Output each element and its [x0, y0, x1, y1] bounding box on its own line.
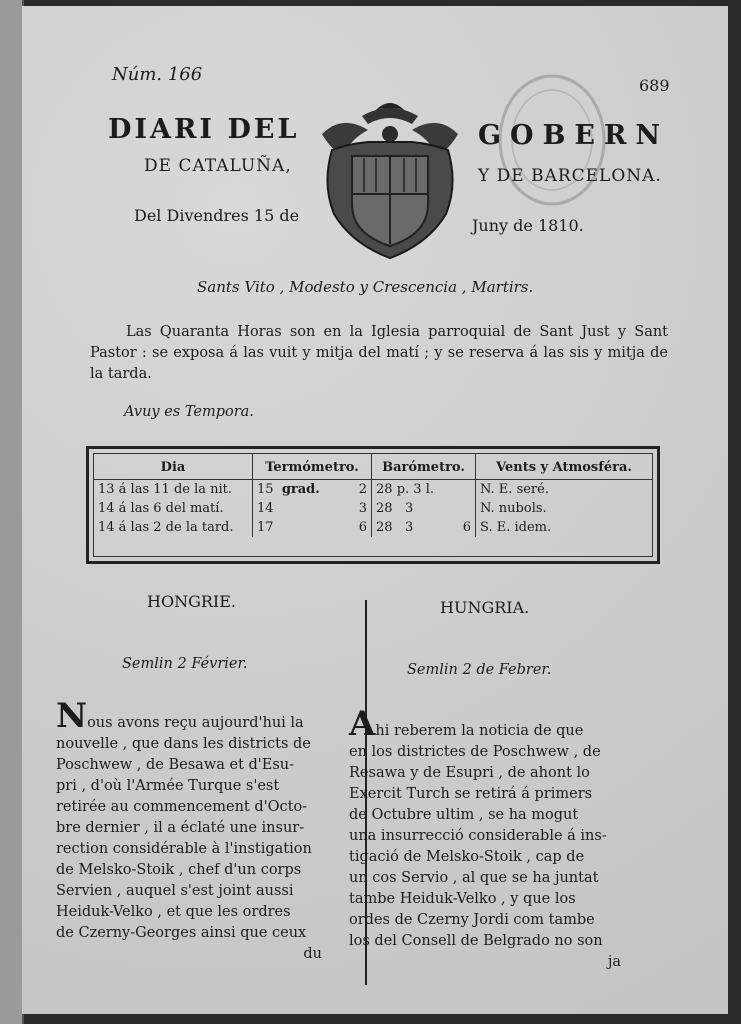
cell-winds: N. E. seré.: [480, 482, 549, 497]
weather-table: [86, 446, 660, 564]
text-line: en los districtes de Poschwew , de: [349, 744, 601, 760]
text-line: Exercit Turch se retirá á primers: [349, 786, 593, 802]
newspaper-page: [22, 6, 728, 1014]
cell-temp-frac: 6: [358, 520, 367, 535]
drop-cap: N: [56, 696, 88, 736]
right-column-body: [349, 704, 627, 973]
issue-number: Núm. 166: [112, 64, 203, 85]
masthead-title-left: DIARI DEL: [108, 114, 300, 145]
cell-dia: 13 á las 11 de la nit.: [94, 480, 253, 500]
cell-winds: N. nubols.: [480, 501, 547, 516]
right-column-heading: HUNGRIA.: [440, 598, 530, 617]
cell-temp-deg: 17: [257, 520, 274, 535]
cell-temp-frac: 3: [358, 501, 367, 516]
text-line: ordes de Czerny Jordi com tambe: [349, 912, 595, 928]
text-line: Resawa y de Esupri , de ahont lo: [349, 765, 590, 781]
issue-date-left: Del Divendres 15 de: [134, 206, 300, 225]
masthead-subtitle-right: Y DE BARCELONA.: [478, 166, 662, 186]
cell-baro-in: 28: [376, 520, 393, 535]
forty-hours-text: Las Quaranta Horas son en la Iglesia parroquial de Sant Just y Sant Pastor : se exposa á las vuit y mitja del matí ; y se reserva á las sis y mitja de la tarda.: [90, 324, 668, 382]
tempora-note: Avuy es Tempora.: [124, 404, 254, 420]
saints-of-day: Sants Vito , Modesto y Crescencia , Martirs.: [197, 278, 534, 296]
col-header-dia: Dia: [94, 454, 253, 480]
text-line: de Octubre ultim , se ha mogut: [349, 807, 579, 823]
table-row: [94, 499, 652, 518]
text-line: Nous avons reçu aujourd'hui la: [56, 696, 304, 736]
cell-baro-in: 28: [376, 482, 393, 497]
cell-baro-lines: 3: [404, 520, 414, 535]
text-line: rection considérable à l'instigation: [56, 841, 312, 857]
text-line: Ahi reberem la noticia de que: [349, 704, 584, 744]
drop-cap: A: [349, 704, 376, 744]
right-column-dateline: Semlin 2 de Febrer.: [407, 662, 552, 678]
left-column-dateline: Semlin 2 Février.: [122, 656, 248, 672]
book-spine: [0, 0, 24, 1024]
text-line: los del Consell de Belgrado no son: [349, 933, 603, 949]
forty-hours-notice: [90, 322, 668, 385]
table-row: [94, 518, 652, 537]
cell-baro-pts: 6: [462, 520, 471, 535]
coat-of-arms-icon: [312, 94, 468, 262]
text-line: de Melsko-Stoik , chef d'un corps: [56, 862, 302, 878]
col-header-thermometer: Termómetro.: [253, 454, 372, 480]
cell-temp-deg: 14: [257, 501, 274, 516]
col-header-barometer: Barómetro.: [372, 454, 476, 480]
cell-baro-in: 28: [376, 501, 393, 516]
masthead-title-right: GOBERN: [478, 120, 670, 151]
cell-dia: 14 á las 6 del matí.: [94, 499, 253, 518]
text-line: Poschwew , de Besawa et d'Esu-: [56, 757, 295, 773]
left-column-heading: HONGRIE.: [147, 592, 236, 611]
text-line: una insurrecció considerable á ins-: [349, 828, 607, 844]
cell-winds: S. E. idem.: [480, 520, 552, 535]
catchword: ja: [607, 954, 621, 970]
table-row: [94, 480, 652, 500]
text-line: Servien , auquel s'est joint aussi: [56, 883, 294, 899]
text-line: Heiduk-Velko , et que les ordres: [56, 904, 291, 920]
cell-temp-frac: 2: [358, 482, 367, 497]
text-line: retirée au commencement d'Octo-: [56, 799, 308, 815]
col-header-winds: Vents y Atmosféra.: [476, 454, 653, 480]
cell-temp-unit: grad.: [281, 482, 320, 497]
text-line: bre dernier , il a éclaté une insur-: [56, 820, 305, 836]
left-column-body: [56, 696, 332, 965]
text-line: un cos Servio , al que se ha juntat: [349, 870, 599, 886]
catchword: du: [303, 946, 322, 962]
cell-temp-deg: 15: [257, 482, 274, 497]
text-line: nouvelle , que dans les districts de: [56, 736, 311, 752]
page-number: 689: [639, 76, 670, 95]
cell-baro-unit: p.: [396, 482, 410, 497]
issue-date-right: Juny de 1810.: [472, 216, 584, 235]
cell-baro-lines: 3: [404, 501, 414, 516]
cell-dia: 14 á las 2 de la tard.: [94, 518, 253, 537]
text-line: pri , d'où l'Armée Turque s'est: [56, 778, 280, 794]
masthead-subtitle-left: DE CATALUÑA,: [144, 156, 292, 176]
text-line: tambe Heiduk-Velko , y que los: [349, 891, 576, 907]
text-line: tigació de Melsko-Stoik , cap de: [349, 849, 585, 865]
cell-baro-lines: 3 l.: [413, 482, 434, 497]
text-line: de Czerny-Georges ainsi que ceux: [56, 925, 307, 941]
